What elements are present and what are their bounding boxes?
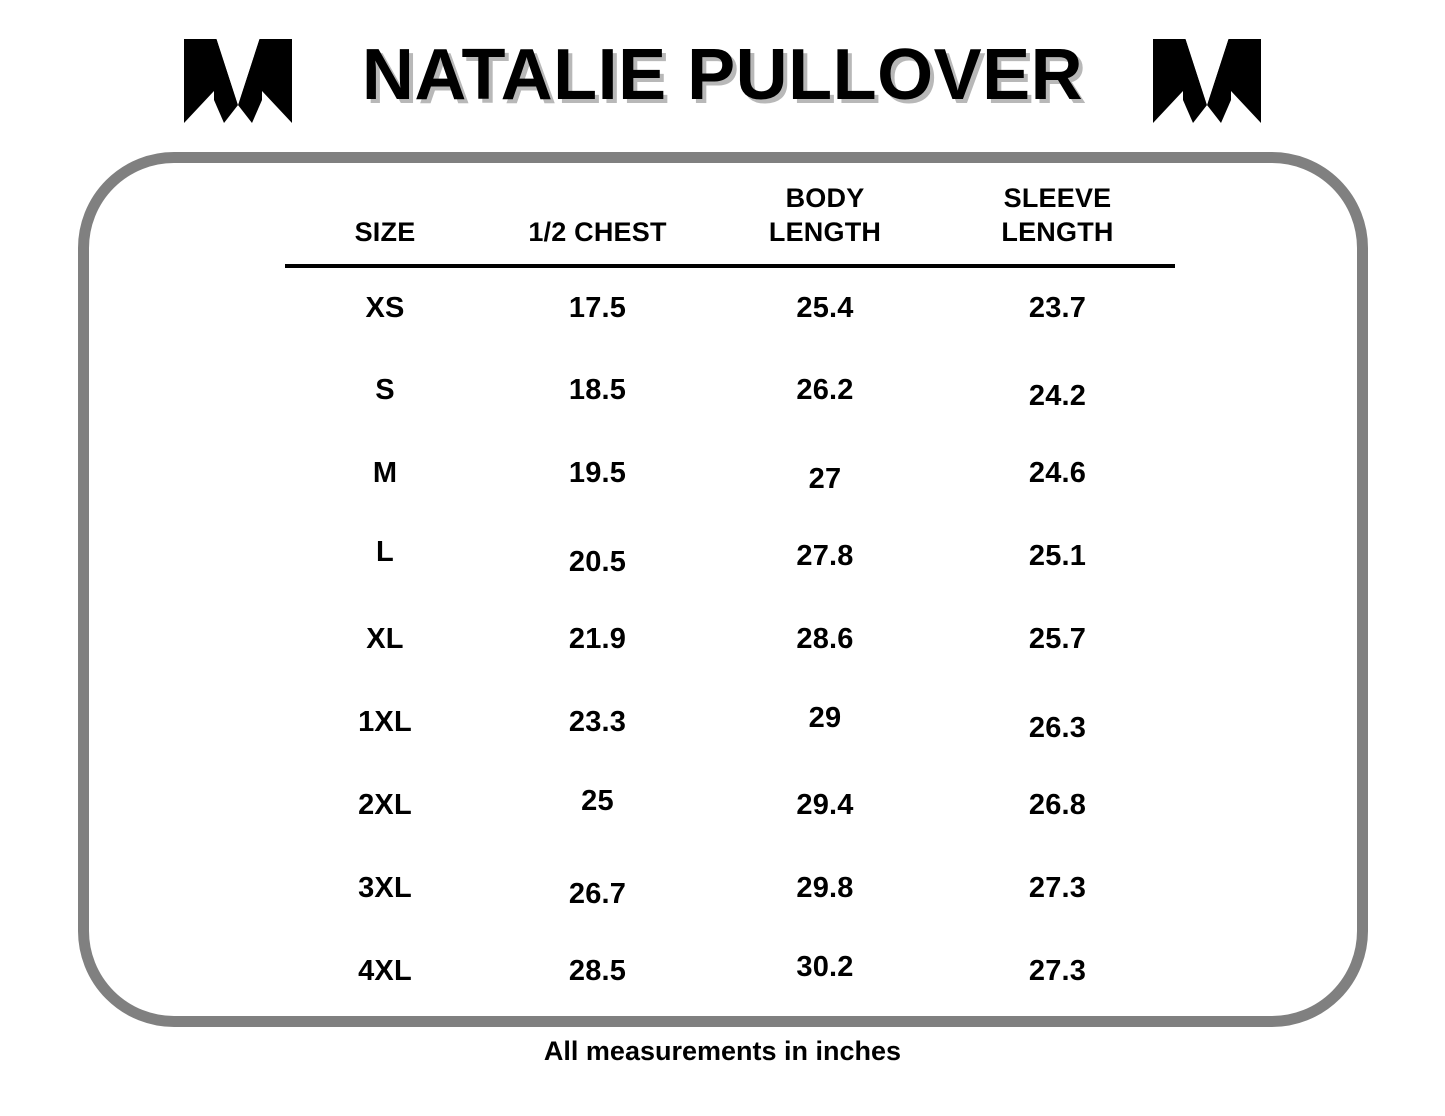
cell-size: 4XL xyxy=(358,954,412,987)
column-header-body-length-line1: BODY xyxy=(785,183,865,213)
m-monogram-logo-left xyxy=(184,31,292,123)
cell-sleeve-length: 24.6 xyxy=(1028,456,1087,489)
cell-sleeve-length: 25.1 xyxy=(1028,539,1087,572)
table-header-row xyxy=(285,182,1175,266)
cell-half-chest: 26.7 xyxy=(568,877,627,910)
table-row xyxy=(285,681,1175,764)
cell-sleeve-length: 25.7 xyxy=(1028,622,1087,655)
column-header-body-length-line2: LENGTH xyxy=(768,216,882,247)
cell-size: 2XL xyxy=(358,788,412,821)
m-monogram-logo-right xyxy=(1153,31,1261,123)
cell-size: L xyxy=(376,535,394,568)
cell-body-length: 30.2 xyxy=(796,950,854,983)
size-table xyxy=(285,182,1175,1013)
cell-body-length: 28.6 xyxy=(796,622,854,655)
cell-half-chest: 21.9 xyxy=(568,622,627,655)
page-header xyxy=(0,22,1445,132)
table-row xyxy=(285,349,1175,432)
cell-body-length: 29.4 xyxy=(796,788,854,821)
cell-size: 3XL xyxy=(358,871,412,904)
cell-sleeve-length: 24.2 xyxy=(1028,379,1087,412)
cell-sleeve-length: 26.8 xyxy=(1028,788,1087,821)
table-row xyxy=(285,515,1175,598)
column-header-sleeve-length-line2: LENGTH xyxy=(1001,216,1114,247)
cell-sleeve-length: 26.3 xyxy=(1028,711,1087,744)
column-header-body-length xyxy=(710,182,940,266)
cell-size: XL xyxy=(366,622,404,655)
table-row xyxy=(285,847,1175,930)
cell-body-length: 29 xyxy=(808,701,842,734)
table-row xyxy=(285,432,1175,515)
column-header-sleeve-length-line1: SLEEVE xyxy=(1003,183,1112,213)
cell-size: 1XL xyxy=(358,705,412,738)
cell-half-chest: 19.5 xyxy=(568,456,627,489)
cell-half-chest: 23.3 xyxy=(568,705,627,738)
column-header-half-chest: 1/2 CHEST xyxy=(528,216,667,247)
cell-sleeve-length: 23.7 xyxy=(1028,291,1087,324)
cell-body-length: 26.2 xyxy=(796,373,854,406)
cell-size: XS xyxy=(365,291,405,324)
column-header-sleeve-length xyxy=(940,182,1175,266)
table-header xyxy=(285,182,1175,266)
cell-sleeve-length: 27.3 xyxy=(1028,954,1087,987)
size-table-container xyxy=(285,182,1175,1013)
cell-half-chest: 20.5 xyxy=(568,545,627,578)
cell-half-chest: 18.5 xyxy=(568,373,627,406)
column-header-size: SIZE xyxy=(354,216,416,247)
cell-body-length: 25.4 xyxy=(796,291,854,324)
cell-body-length: 27 xyxy=(808,462,842,495)
cell-half-chest: 28.5 xyxy=(568,954,627,987)
cell-size: S xyxy=(375,373,395,406)
cell-size: M xyxy=(372,456,398,489)
measurement-note: All measurements in inches xyxy=(543,1036,902,1066)
cell-sleeve-length: 27.3 xyxy=(1028,871,1087,904)
table-row xyxy=(285,764,1175,847)
page-title: NATALIE PULLOVER xyxy=(361,35,1084,115)
cell-half-chest: 17.5 xyxy=(568,291,627,324)
cell-body-length: 29.8 xyxy=(796,871,854,904)
table-body xyxy=(285,266,1175,1013)
table-row xyxy=(285,930,1175,1013)
table-row xyxy=(285,598,1175,681)
cell-body-length: 27.8 xyxy=(796,539,854,572)
cell-half-chest: 25 xyxy=(581,784,614,817)
table-row xyxy=(285,266,1175,349)
